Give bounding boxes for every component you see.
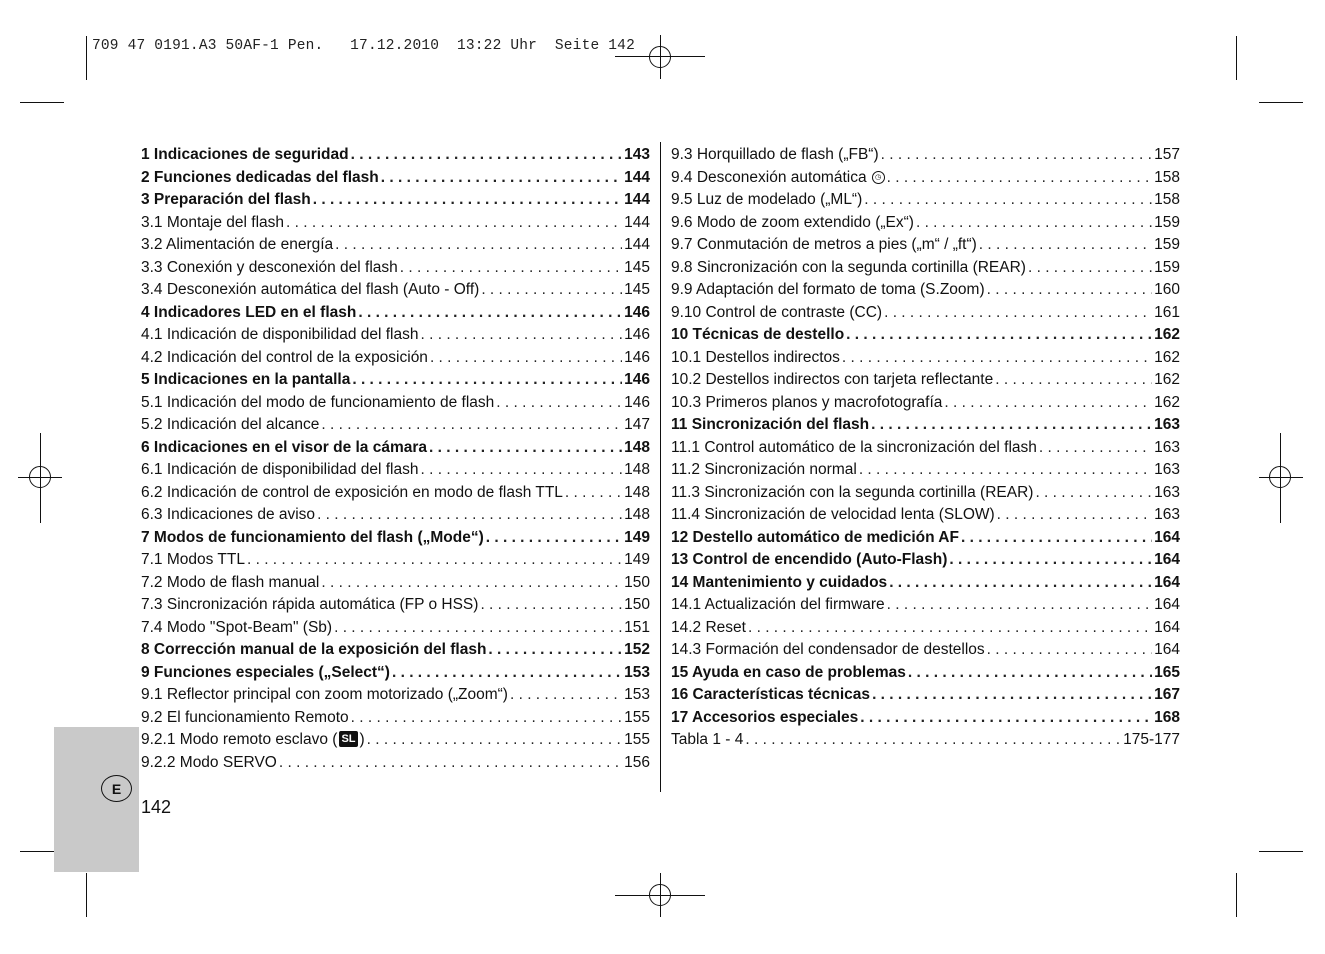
toc-entry-page: 168 <box>1154 708 1180 726</box>
toc-entry-page: 162 <box>1154 348 1180 366</box>
leader-dots <box>871 414 1152 437</box>
toc-entry-page: 163 <box>1154 461 1180 478</box>
toc-entry-title: 7 Modos de funcionamiento del flash („Mode“) <box>141 528 484 546</box>
toc-entry <box>141 729 650 752</box>
toc-entry-page: 153 <box>624 686 650 703</box>
toc-entry <box>141 639 650 662</box>
toc-entry <box>141 212 650 235</box>
toc-entry-page: 164 <box>1154 641 1180 658</box>
toc-entry-page: 161 <box>1154 303 1180 321</box>
toc-entry-page: 153 <box>624 663 650 681</box>
toc-entry <box>141 437 650 460</box>
toc-entry <box>671 257 1180 280</box>
toc-entry <box>141 482 650 505</box>
leader-dots <box>481 279 622 302</box>
leader-dots <box>872 684 1152 707</box>
toc-entry-page: 163 <box>1154 506 1180 523</box>
leader-dots <box>496 392 622 415</box>
toc-entry-page: 144 <box>624 213 650 231</box>
toc-entry-page: 151 <box>624 618 650 636</box>
toc-entry <box>671 189 1180 212</box>
leader-dots <box>358 302 622 325</box>
toc-entry <box>671 504 1180 527</box>
toc-entry <box>141 572 650 595</box>
toc-entry-title: 14.3 Formación del condensador de destellos <box>671 641 985 658</box>
toc-entry <box>671 639 1180 662</box>
toc-entry-title: 14 Mantenimiento y cuidados <box>671 573 888 591</box>
leader-dots <box>944 392 1152 415</box>
toc-entry <box>671 662 1180 685</box>
toc-entry <box>141 167 650 190</box>
toc-entry <box>141 594 650 617</box>
toc-entry <box>141 144 650 167</box>
toc-entry-title: 10 Técnicas de destello <box>671 326 845 343</box>
leader-dots <box>1035 482 1152 505</box>
toc-entry-page: 155 <box>624 731 650 748</box>
toc-entry <box>141 324 650 347</box>
toc-entry-title: 16 Características técnicas <box>671 686 871 703</box>
toc-entry-title: 10.3 Primeros planos y macrofotografía <box>671 393 943 411</box>
toc-entry-title: 15 Ayuda en caso de problemas <box>671 663 906 681</box>
toc-entry-title: 5 Indicaciones en la pantalla <box>141 371 351 388</box>
toc-entry-title: 9.6 Modo de zoom extendido („Ex“) <box>671 213 914 231</box>
toc-entry-page: 150 <box>624 596 650 613</box>
toc-entry-title: 11.3 Sincronización con la segunda cortinilla (REAR) <box>671 483 1034 501</box>
toc-entry <box>141 414 650 437</box>
toc-entry-title: 9.5 Luz de modelado („ML“) <box>671 191 863 208</box>
leader-dots <box>916 212 1152 235</box>
toc-entry <box>671 234 1180 257</box>
toc-entry-title: 4.2 Indicación del control de la exposición <box>141 348 428 366</box>
leader-dots <box>997 504 1152 527</box>
crop-mark <box>1236 36 1237 80</box>
toc-entry-title: 3.2 Alimentación de energía <box>141 236 334 253</box>
leader-dots <box>510 684 622 707</box>
leader-dots <box>887 167 1153 190</box>
leader-dots <box>887 594 1152 617</box>
toc-entry-page: 167 <box>1154 686 1180 703</box>
toc-entry-title: 7.1 Modos TTL <box>141 551 245 568</box>
toc-entry-title: 9.2.2 Modo SERVO <box>141 753 277 771</box>
leader-dots <box>313 189 622 212</box>
leader-dots <box>846 324 1152 347</box>
toc-entry <box>671 414 1180 437</box>
sl-badge: SL <box>341 733 356 745</box>
toc-entry <box>671 459 1180 482</box>
leader-dots <box>335 234 622 257</box>
leader-dots <box>979 234 1152 257</box>
toc-entry-page: 152 <box>624 641 650 658</box>
toc-entry-title: 5.1 Indicación del modo de funcionamiento de flash <box>141 393 495 411</box>
toc-entry <box>671 729 1180 752</box>
language-tab <box>54 727 139 872</box>
toc-entry-title: 9.4 Desconexión automática ◷ <box>671 167 885 190</box>
toc-entry <box>671 617 1180 640</box>
toc-entry-page: 157 <box>1154 146 1180 163</box>
toc-entry <box>671 527 1180 550</box>
leader-dots <box>420 459 622 482</box>
toc-entry-page: 146 <box>624 348 650 366</box>
toc-entry-title: 13 Control de encendido (Auto-Flash) <box>671 551 948 568</box>
toc-entry-page: 163 <box>1154 416 1180 433</box>
toc-entry-title: 2 Funciones dedicadas del flash <box>141 168 379 186</box>
toc-entry-title: 1 Indicaciones de seguridad <box>141 146 349 163</box>
toc-entry-page: 164 <box>1154 573 1180 591</box>
toc-entry-page: 145 <box>624 258 650 276</box>
toc-entry-title: 9.1 Reflector principal con zoom motorizado („Zoom“) <box>141 686 508 703</box>
toc-entry-title: 9.2.1 Modo remoto esclavo ( SL ) <box>141 731 365 748</box>
toc-entry-page: 143 <box>624 146 650 163</box>
leader-dots <box>949 549 1152 572</box>
leader-dots <box>392 662 622 685</box>
toc-entry-page: 144 <box>624 236 650 253</box>
toc-entry-page: 162 <box>1154 371 1180 388</box>
toc-entry <box>141 527 650 550</box>
leader-dots <box>995 369 1152 392</box>
leader-dots <box>864 189 1152 212</box>
toc-entry-title: 9 Funciones especiales („Select“) <box>141 663 390 681</box>
toc-entry-page: 156 <box>624 753 650 771</box>
toc-entry-title: 9.10 Control de contraste (CC) <box>671 303 883 321</box>
toc-entry <box>141 369 650 392</box>
leader-dots <box>565 482 622 505</box>
leader-dots <box>860 707 1152 730</box>
toc-entry-page: 146 <box>624 303 650 321</box>
toc-entry-page: 148 <box>624 461 650 478</box>
toc-entry <box>141 257 650 280</box>
toc-entry-title: 5.2 Indicación del alcance <box>141 416 320 433</box>
toc-entry-title: 11.1 Control automático de la sincronización del flash <box>671 438 1037 456</box>
toc-entry-page: 144 <box>624 168 650 186</box>
toc-entry-page: 160 <box>1154 281 1180 298</box>
toc-entry <box>141 302 650 325</box>
toc-entry-title: 17 Accesorios especiales <box>671 708 859 726</box>
leader-dots <box>286 212 622 235</box>
toc-entry-page: 159 <box>1154 213 1180 231</box>
toc-entry-page: 148 <box>624 438 650 456</box>
toc-entry-page: 163 <box>1154 438 1180 456</box>
toc-entry-title: 9.7 Conmutación de metros a pies („m“ / „ft“) <box>671 236 977 253</box>
leader-dots <box>429 437 622 460</box>
leader-dots <box>352 369 622 392</box>
toc-entry <box>141 752 650 775</box>
toc-entry-title: 4.1 Indicación de disponibilidad del flash <box>141 326 419 343</box>
leader-dots <box>859 459 1152 482</box>
toc-entry-page: 164 <box>1154 551 1180 568</box>
toc-entry-page: 159 <box>1154 236 1180 253</box>
toc-entry-title: 14.1 Actualización del firmware <box>671 596 885 613</box>
toc-entry-page: 146 <box>624 371 650 388</box>
leader-dots <box>961 527 1152 550</box>
leader-dots <box>317 504 622 527</box>
toc-entry <box>671 594 1180 617</box>
toc-entry-page: 145 <box>624 281 650 298</box>
language-letter: E <box>101 775 132 802</box>
leader-dots <box>321 414 622 437</box>
leader-dots <box>908 662 1152 685</box>
toc-entry <box>671 549 1180 572</box>
toc-entry <box>671 482 1180 505</box>
toc-right-column <box>671 144 1180 752</box>
leader-dots <box>486 527 622 550</box>
leader-dots <box>1039 437 1152 460</box>
toc-entry <box>671 302 1180 325</box>
toc-entry-page: 165 <box>1154 663 1180 681</box>
toc-entry <box>141 279 650 302</box>
toc-entry-title: 6.1 Indicación de disponibilidad del flash <box>141 461 419 478</box>
toc-entry-page: 147 <box>624 416 650 433</box>
leader-dots <box>321 572 622 595</box>
toc-entry-title: 4 Indicadores LED en el flash <box>141 303 357 321</box>
toc-entry-page: 162 <box>1154 393 1180 411</box>
leader-dots <box>351 144 623 167</box>
leader-dots <box>1028 257 1152 280</box>
print-slug-header: 709 47 0191.A3 50AF-1 Pen. 17.12.2010 13:22 Uhr Seite 142 <box>92 38 635 54</box>
toc-entry-title: 11 Sincronización del flash <box>671 416 870 433</box>
crop-mark <box>1259 851 1303 852</box>
leader-dots <box>367 729 622 752</box>
leader-dots <box>488 639 622 662</box>
toc-left-column <box>141 144 650 774</box>
auto-off-icon: ◷ <box>872 171 885 184</box>
leader-dots <box>279 752 622 775</box>
crop-mark <box>86 873 87 917</box>
crop-mark <box>20 102 64 103</box>
toc-entry-title: 3.1 Montaje del flash <box>141 213 285 231</box>
toc-entry <box>141 234 650 257</box>
toc-entry <box>671 212 1180 235</box>
toc-entry-page: 144 <box>624 191 650 208</box>
toc-entry-title: 6 Indicaciones en el visor de la cámara <box>141 438 428 456</box>
toc-entry <box>671 392 1180 415</box>
registration-mark-icon <box>18 433 62 523</box>
toc-entry-page: 150 <box>624 573 650 591</box>
leader-dots <box>987 279 1153 302</box>
toc-entry-page: 148 <box>624 483 650 501</box>
leader-dots <box>745 729 1121 752</box>
toc-entry-title: 7.2 Modo de flash manual <box>141 573 320 591</box>
toc-entry <box>141 707 650 730</box>
toc-entry-title: 9.3 Horquillado de flash („FB“) <box>671 146 879 163</box>
toc-entry-title: 6.2 Indicación de control de exposición en modo de flash TTL <box>141 483 563 501</box>
leader-dots <box>480 594 622 617</box>
crop-mark <box>1259 102 1303 103</box>
toc-entry <box>671 684 1180 707</box>
toc-entry-page: 146 <box>624 326 650 343</box>
toc-entry-page: 175-177 <box>1123 731 1180 748</box>
registration-mark-icon <box>1259 433 1303 523</box>
toc-entry-page: 158 <box>1154 191 1180 208</box>
toc-entry-title: 10.1 Destellos indirectos <box>671 348 840 366</box>
toc-entry <box>671 324 1180 347</box>
registration-mark-icon <box>615 35 705 79</box>
toc-entry <box>671 144 1180 167</box>
toc-entry-page: 164 <box>1154 528 1180 546</box>
leader-dots <box>842 347 1152 370</box>
toc-entry-page: 146 <box>624 393 650 411</box>
toc-entry-title: 9.9 Adaptación del formato de toma (S.Zoom) <box>671 281 985 298</box>
toc-entry <box>671 167 1180 190</box>
column-divider <box>660 142 661 792</box>
leader-dots <box>881 144 1153 167</box>
page-number: 142 <box>141 797 172 817</box>
toc-entry-title: 9.8 Sincronización con la segunda cortinilla (REAR) <box>671 258 1026 276</box>
leader-dots <box>381 167 622 190</box>
leader-dots <box>748 617 1152 640</box>
toc-entry-title: 9.2 El funcionamiento Remoto <box>141 708 349 726</box>
toc-entry-title: 7.4 Modo "Spot-Beam" (Sb) <box>141 618 333 636</box>
leader-dots <box>889 572 1152 595</box>
toc-entry <box>671 707 1180 730</box>
leader-dots <box>987 639 1152 662</box>
toc-entry <box>141 189 650 212</box>
toc-entry <box>141 459 650 482</box>
toc-entry-title: 11.2 Sincronización normal <box>671 461 857 478</box>
toc-entry-page: 159 <box>1154 258 1180 276</box>
toc-entry-title: 10.2 Destellos indirectos con tarjeta reflectante <box>671 371 994 388</box>
leader-dots <box>884 302 1152 325</box>
toc-entry-page: 162 <box>1154 326 1180 343</box>
toc-entry-page: 163 <box>1154 483 1180 501</box>
toc-entry <box>141 617 650 640</box>
toc-entry <box>141 347 650 370</box>
toc-entry-title: 3 Preparación del flash <box>141 191 311 208</box>
toc-entry <box>141 504 650 527</box>
toc-entry-title: 14.2 Reset <box>671 618 746 636</box>
toc-entry <box>671 347 1180 370</box>
leader-dots <box>430 347 622 370</box>
toc-entry-title: 3.3 Conexión y desconexión del flash <box>141 258 398 276</box>
crop-mark <box>1236 873 1237 917</box>
toc-entry <box>671 279 1180 302</box>
toc-entry-title: 6.3 Indicaciones de aviso <box>141 506 316 523</box>
toc-entry-page: 149 <box>624 551 650 568</box>
leader-dots <box>400 257 622 280</box>
toc-entry-title: 11.4 Sincronización de velocidad lenta (SLOW) <box>671 506 995 523</box>
toc-entry-page: 149 <box>624 528 650 546</box>
toc-entry <box>141 549 650 572</box>
toc-entry-title: 8 Corrección manual de la exposición del flash <box>141 641 487 658</box>
toc-entry <box>141 392 650 415</box>
leader-dots <box>334 617 622 640</box>
toc-entry <box>671 369 1180 392</box>
toc-entry <box>141 684 650 707</box>
toc-entry-title: 3.4 Desconexión automática del flash (Auto - Off) <box>141 281 480 298</box>
toc-entry-page: 148 <box>624 506 650 523</box>
registration-mark-icon <box>615 873 705 917</box>
toc-entry-title: Tabla 1 - 4 <box>671 731 744 748</box>
leader-dots <box>247 549 622 572</box>
crop-mark <box>86 36 87 80</box>
toc-entry-title: 12 Destello automático de medición AF <box>671 528 959 546</box>
toc-entry-page: 155 <box>624 708 650 726</box>
toc-entry-title: 7.3 Sincronización rápida automática (FP o HSS) <box>141 596 479 613</box>
toc-entry-page: 158 <box>1154 168 1180 186</box>
toc-entry-page: 164 <box>1154 596 1180 613</box>
toc-entry <box>671 437 1180 460</box>
toc-entry <box>671 572 1180 595</box>
toc-entry <box>141 662 650 685</box>
toc-entry-page: 164 <box>1154 618 1180 636</box>
leader-dots <box>351 707 622 730</box>
leader-dots <box>420 324 622 347</box>
